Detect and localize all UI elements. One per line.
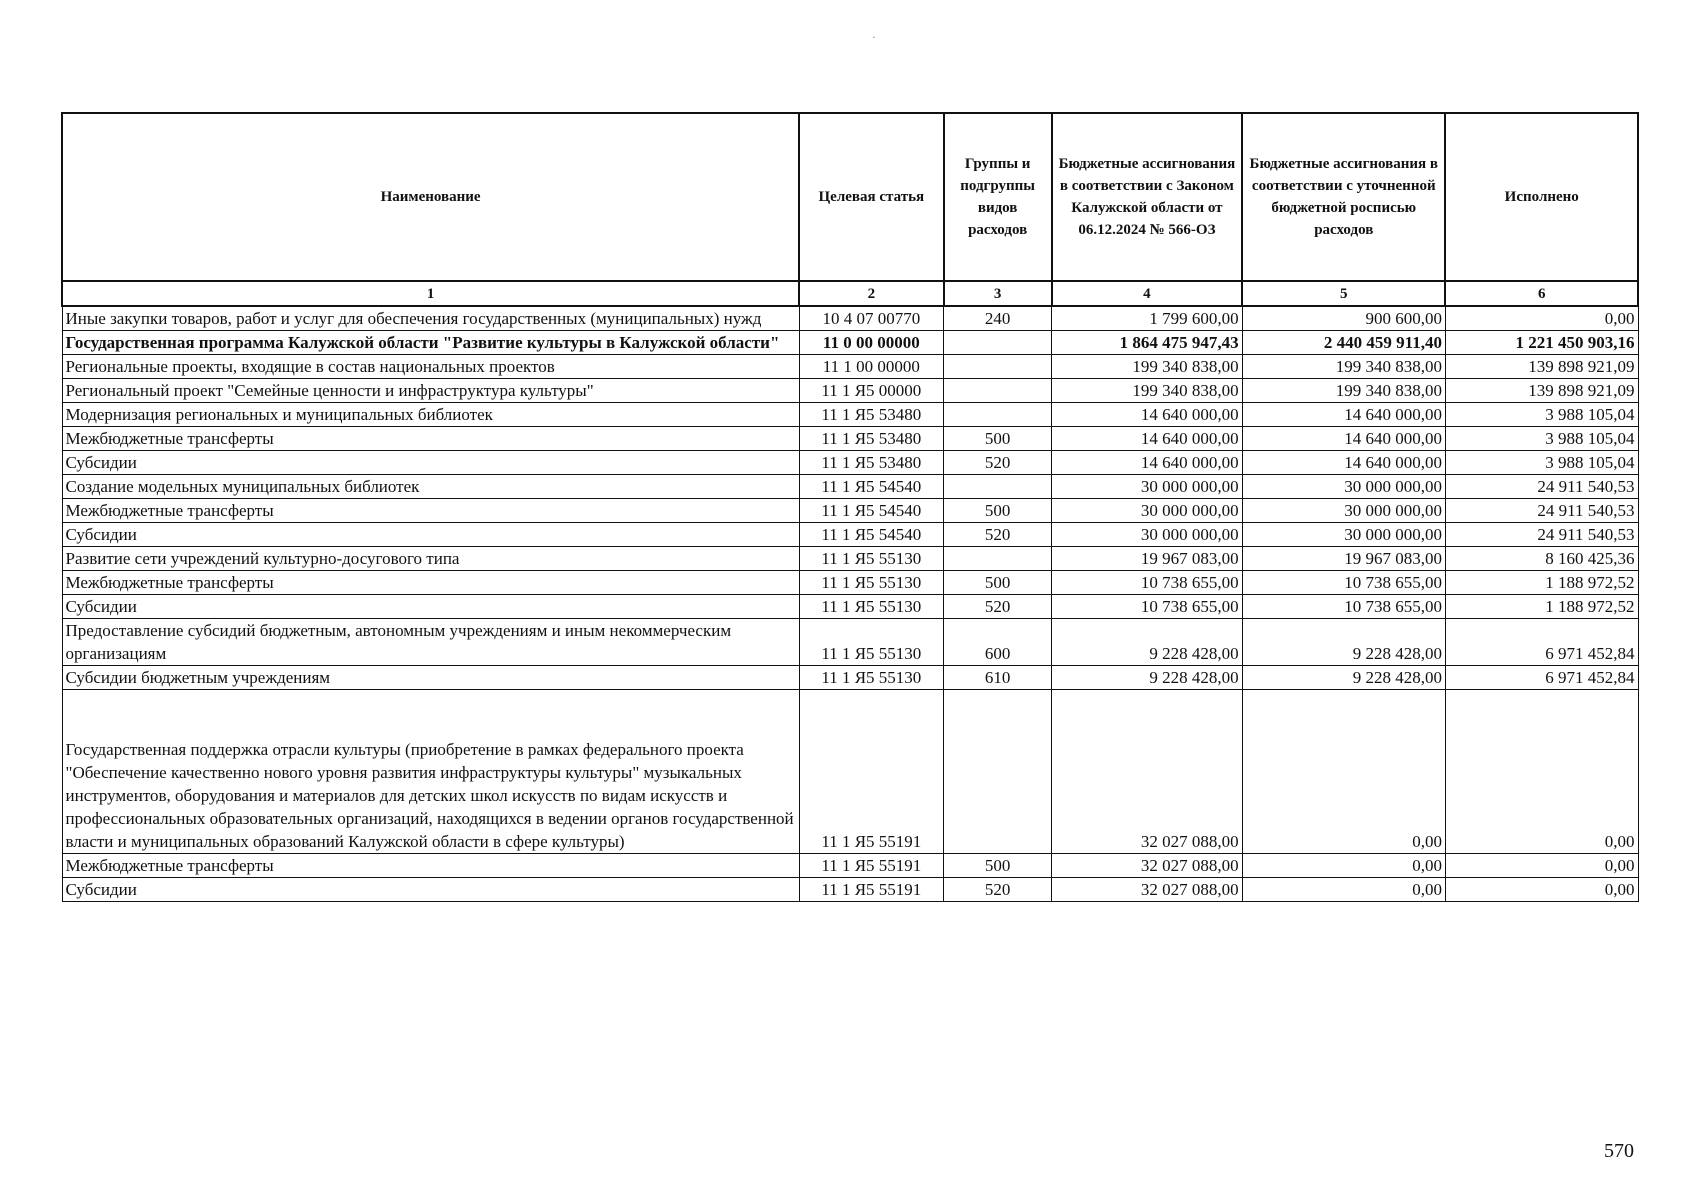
header-law-allocations: Бюджетные ассигнования в соответствии с Законом Калужской области от 06.12.2024 № 566-ОЗ [1052,113,1242,281]
table-row [62,619,1638,666]
row-expense-group: 500 [944,854,1052,878]
row-law-allocation: 30 000 000,00 [1052,475,1242,499]
row-law-allocation: 10 738 655,00 [1052,571,1242,595]
table-row [62,306,1638,331]
row-target-article: 11 1 Я5 53480 [799,403,943,427]
row-executed: 3 988 105,04 [1445,451,1638,475]
row-expense-group: 520 [944,595,1052,619]
row-target-article: 10 4 07 00770 [799,306,943,331]
row-name: Субсидии [62,595,799,619]
row-name: Государственная поддержка отрасли культуры (приобретение в рамках федерального проекта "Обеспечение качественно нового уровня развития инфраструктуры культуры" музыкальных инструментов, оборудования и материалов для детских школ искусств по видам искусств и профессиональных образовательных организаций, находящихся в ведении органов государственной власти и муниципальных образований Калужской области в сфере культуры) [62,690,799,854]
row-name: Межбюджетные трансферты [62,854,799,878]
row-target-article: 11 1 Я5 55130 [799,571,943,595]
header-expense-groups: Группы и подгруппы видов расходов [944,113,1052,281]
table-row [62,595,1638,619]
column-number: 6 [1445,281,1638,306]
column-number: 2 [799,281,943,306]
row-law-allocation: 9 228 428,00 [1052,666,1242,690]
row-executed: 24 911 540,53 [1445,475,1638,499]
table-row [62,571,1638,595]
row-name: Субсидии [62,451,799,475]
row-refined-allocation: 14 640 000,00 [1242,403,1445,427]
row-refined-allocation: 14 640 000,00 [1242,451,1445,475]
column-number: 1 [62,281,799,306]
row-expense-group: 600 [944,619,1052,666]
row-executed: 1 221 450 903,16 [1445,331,1638,355]
row-expense-group: 520 [944,523,1052,547]
row-executed: 24 911 540,53 [1445,499,1638,523]
row-expense-group [944,690,1052,854]
row-executed: 0,00 [1445,306,1638,331]
row-target-article: 11 1 Я5 53480 [799,427,943,451]
page-number: 570 [1604,1140,1634,1162]
row-expense-group: 520 [944,878,1052,902]
row-executed: 1 188 972,52 [1445,571,1638,595]
column-number: 4 [1052,281,1242,306]
row-executed: 6 971 452,84 [1445,619,1638,666]
row-refined-allocation: 30 000 000,00 [1242,499,1445,523]
row-executed: 6 971 452,84 [1445,666,1638,690]
column-number: 5 [1242,281,1445,306]
table-row [62,403,1638,427]
row-expense-group [944,331,1052,355]
row-name: Предоставление субсидий бюджетным, автономным учреждениям и иным некоммерческим организациям [62,619,799,666]
row-expense-group: 520 [944,451,1052,475]
table-row [62,475,1638,499]
column-number: 3 [944,281,1052,306]
row-law-allocation: 30 000 000,00 [1052,499,1242,523]
row-refined-allocation: 0,00 [1242,690,1445,854]
row-expense-group: 500 [944,571,1052,595]
row-target-article: 11 1 Я5 00000 [799,379,943,403]
table-row [62,690,1638,854]
row-target-article: 11 1 Я5 54540 [799,475,943,499]
row-name: Субсидии [62,523,799,547]
row-law-allocation: 1 799 600,00 [1052,306,1242,331]
row-name: Модернизация региональных и муниципальных библиотек [62,403,799,427]
row-name: Межбюджетные трансферты [62,571,799,595]
row-expense-group [944,475,1052,499]
row-target-article: 11 1 00 00000 [799,355,943,379]
row-refined-allocation: 0,00 [1242,878,1445,902]
row-target-article: 11 1 Я5 55130 [799,595,943,619]
row-law-allocation: 199 340 838,00 [1052,355,1242,379]
row-target-article: 11 1 Я5 54540 [799,499,943,523]
row-target-article: 11 1 Я5 55130 [799,547,943,571]
row-executed: 0,00 [1445,878,1638,902]
row-target-article: 11 1 Я5 55191 [799,854,943,878]
row-executed: 24 911 540,53 [1445,523,1638,547]
row-executed: 3 988 105,04 [1445,427,1638,451]
row-refined-allocation: 30 000 000,00 [1242,475,1445,499]
table-row [62,854,1638,878]
row-name: Создание модельных муниципальных библиотек [62,475,799,499]
row-refined-allocation: 10 738 655,00 [1242,571,1445,595]
row-law-allocation: 14 640 000,00 [1052,451,1242,475]
row-target-article: 11 1 Я5 55191 [799,878,943,902]
row-refined-allocation: 14 640 000,00 [1242,427,1445,451]
column-number-row [62,281,1638,306]
row-target-article: 11 1 Я5 55130 [799,619,943,666]
row-executed: 8 160 425,36 [1445,547,1638,571]
table-row [62,451,1638,475]
row-target-article: 11 1 Я5 55130 [799,666,943,690]
table-row [62,547,1638,571]
row-law-allocation: 32 027 088,00 [1052,878,1242,902]
row-law-allocation: 14 640 000,00 [1052,427,1242,451]
row-target-article: 11 1 Я5 53480 [799,451,943,475]
header-refined-allocations: Бюджетные ассигнования в соответствии с уточненной бюджетной росписью расходов [1242,113,1445,281]
row-name: Государственная программа Калужской области "Развитие культуры в Калужской области" [62,331,799,355]
row-name: Региональный проект "Семейные ценности и инфраструктура культуры" [62,379,799,403]
row-refined-allocation: 9 228 428,00 [1242,666,1445,690]
row-target-article: 11 1 Я5 54540 [799,523,943,547]
row-refined-allocation: 900 600,00 [1242,306,1445,331]
row-expense-group [944,355,1052,379]
row-expense-group [944,547,1052,571]
row-name: Субсидии бюджетным учреждениям [62,666,799,690]
header-name: Наименование [62,113,799,281]
table-row [62,355,1638,379]
row-refined-allocation: 9 228 428,00 [1242,619,1445,666]
row-law-allocation: 32 027 088,00 [1052,854,1242,878]
header-target-article: Целевая статья [799,113,943,281]
row-target-article: 11 1 Я5 55191 [799,690,943,854]
table-body [62,306,1638,902]
budget-execution-table [61,112,1639,902]
row-executed: 0,00 [1445,854,1638,878]
row-law-allocation: 10 738 655,00 [1052,595,1242,619]
table-row [62,331,1638,355]
row-name: Межбюджетные трансферты [62,427,799,451]
row-law-allocation: 30 000 000,00 [1052,523,1242,547]
table-row [62,523,1638,547]
row-refined-allocation: 199 340 838,00 [1242,355,1445,379]
row-refined-allocation: 10 738 655,00 [1242,595,1445,619]
row-executed: 0,00 [1445,690,1638,854]
row-refined-allocation: 0,00 [1242,854,1445,878]
row-name: Региональные проекты, входящие в состав национальных проектов [62,355,799,379]
row-law-allocation: 19 967 083,00 [1052,547,1242,571]
row-law-allocation: 32 027 088,00 [1052,690,1242,854]
table-row [62,666,1638,690]
row-name: Иные закупки товаров, работ и услуг для обеспечения государственных (муниципальных) нужд [62,306,799,331]
row-expense-group [944,403,1052,427]
row-law-allocation: 14 640 000,00 [1052,403,1242,427]
row-law-allocation: 9 228 428,00 [1052,619,1242,666]
row-name: Развитие сети учреждений культурно-досугового типа [62,547,799,571]
row-refined-allocation: 30 000 000,00 [1242,523,1445,547]
table-row [62,878,1638,902]
row-name: Межбюджетные трансферты [62,499,799,523]
row-expense-group: 500 [944,499,1052,523]
row-law-allocation: 199 340 838,00 [1052,379,1242,403]
row-name: Субсидии [62,878,799,902]
row-target-article: 11 0 00 00000 [799,331,943,355]
scan-artifact-dot: · [872,30,876,44]
row-refined-allocation: 2 440 459 911,40 [1242,331,1445,355]
row-refined-allocation: 199 340 838,00 [1242,379,1445,403]
row-expense-group [944,379,1052,403]
row-executed: 139 898 921,09 [1445,355,1638,379]
row-executed: 139 898 921,09 [1445,379,1638,403]
table-row [62,379,1638,403]
row-refined-allocation: 19 967 083,00 [1242,547,1445,571]
row-expense-group: 610 [944,666,1052,690]
row-executed: 3 988 105,04 [1445,403,1638,427]
row-executed: 1 188 972,52 [1445,595,1638,619]
table-row [62,499,1638,523]
row-expense-group: 240 [944,306,1052,331]
table-row [62,427,1638,451]
table-header-row [62,113,1638,281]
header-executed: Исполнено [1445,113,1638,281]
row-law-allocation: 1 864 475 947,43 [1052,331,1242,355]
row-expense-group: 500 [944,427,1052,451]
